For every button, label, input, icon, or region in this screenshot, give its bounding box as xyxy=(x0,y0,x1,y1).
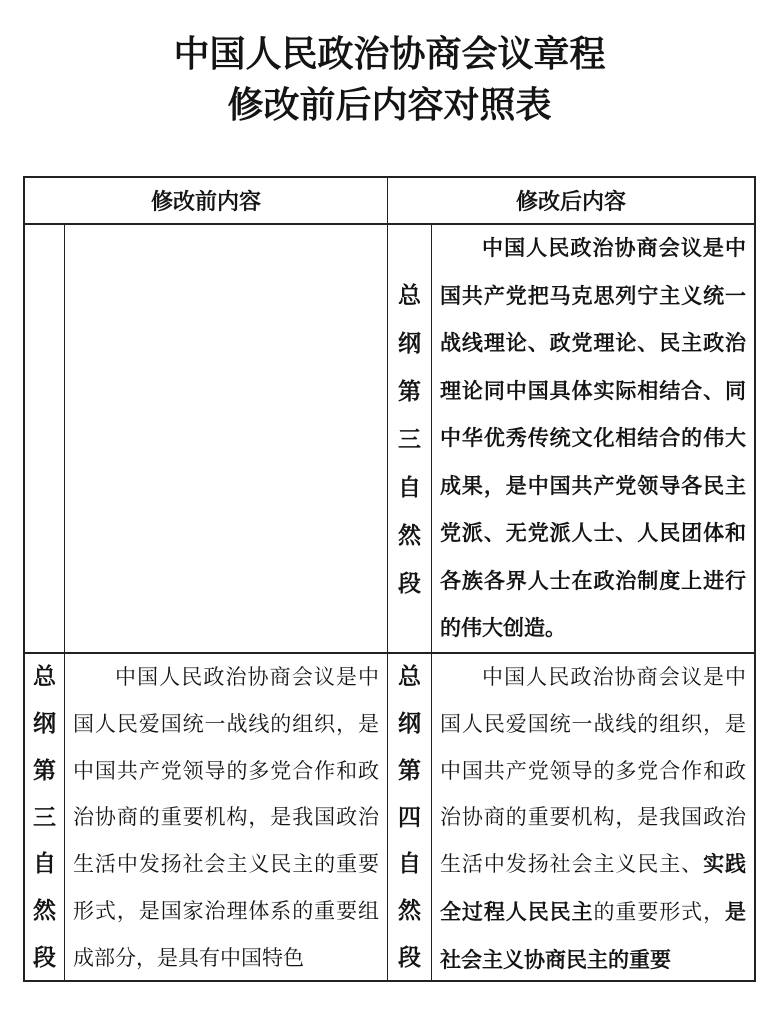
section-label-char: 纲 xyxy=(398,329,421,356)
section-label-char: 总 xyxy=(398,281,421,308)
section-label-before xyxy=(25,654,65,980)
section-label-char: 第 xyxy=(33,756,56,783)
section-label-char: 段 xyxy=(33,944,56,970)
text-segment-new: 中国人民政治协商会议是中国共产党把马克思列宁主义统一战线理论、政党理论、民主政治理论同中国具体实际相结合、同中华优秀传统文化相结合的伟大成果，是中国共产党领导各民主党派、无党派人士、人民团体和各族各界人士在政治制度上进行的伟大创造。 xyxy=(440,237,746,640)
content-before xyxy=(65,654,388,980)
section-label-char: 纲 xyxy=(398,710,421,737)
column-header-after: 修改后内容 xyxy=(515,189,626,214)
section-label-char: 第 xyxy=(398,377,421,404)
section-label-char: 段 xyxy=(398,944,421,970)
column-header-before: 修改前内容 xyxy=(25,178,388,223)
section-label-after xyxy=(388,654,432,980)
table-row xyxy=(25,654,754,980)
table-row xyxy=(25,225,754,654)
text-segment: 的重要形式， xyxy=(593,899,726,924)
section-label-char: 总 xyxy=(398,663,421,690)
title-line-2: 修改前后内容对照表 xyxy=(227,84,552,125)
paragraph xyxy=(73,654,379,980)
section-label-before xyxy=(25,225,65,652)
section-label-char: 然 xyxy=(398,897,421,924)
title-line-1: 中国人民政治协商会议章程 xyxy=(173,33,606,74)
section-label-after xyxy=(388,225,432,652)
paragraph xyxy=(440,225,746,652)
section-label-char: 纲 xyxy=(33,710,56,737)
section-label-char: 自 xyxy=(398,473,421,500)
section-label-char: 三 xyxy=(33,803,56,830)
comparison-table xyxy=(23,176,756,982)
content-after xyxy=(432,654,754,980)
section-label-char: 段 xyxy=(398,569,421,596)
section-label-char: 自 xyxy=(33,850,56,877)
section-label-char: 三 xyxy=(398,425,421,452)
section-label-char: 总 xyxy=(33,663,56,690)
section-label-char: 然 xyxy=(398,521,421,548)
section-label-char: 第 xyxy=(398,756,421,783)
section-label-char: 四 xyxy=(398,803,421,830)
text-segment: 中国人民政治协商会议是中国人民爱国统一战线的组织，是中国共产党领导的多党合作和政治协商的重要机构，是我国政治生活中发扬社会主义民主的重要形式，是国家治理体系的重要组成部分，是具有中国特色 xyxy=(73,665,379,970)
table-header-row xyxy=(25,178,754,225)
section-label-char: 自 xyxy=(398,850,421,877)
content-after xyxy=(432,225,754,652)
page-title xyxy=(0,0,779,130)
section-label-char: 然 xyxy=(33,897,56,924)
paragraph xyxy=(440,654,746,980)
text-segment-new: 实践全过程人民民主 xyxy=(440,853,747,924)
content-before xyxy=(65,225,388,652)
text-segment-new: 是社会主义协商民主的重要 xyxy=(440,900,747,972)
text-segment: 中国人民政治协商会议是中国人民爱国统一战线的组织，是中国共产党领导的多党合作和政治协商的重要机构，是我国政治生活中发扬社会主义民主、 xyxy=(440,665,746,877)
